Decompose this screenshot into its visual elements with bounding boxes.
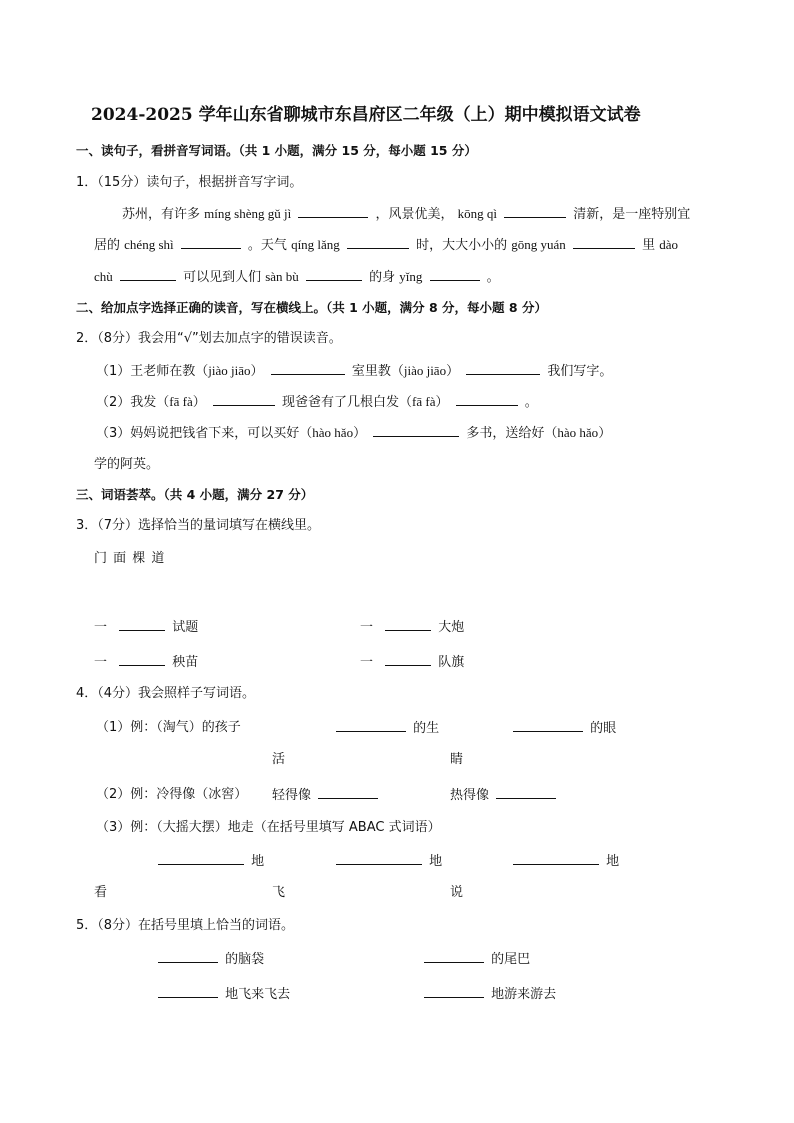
section-1-heading: 一、读句子，看拼音写词语。（共 1 小题，满分 15 分，每小题 15 分） — [76, 143, 477, 158]
page-title: 2024-2025 学年山东省聊城市东昌府区二年级（上）期中模拟语文试卷 — [91, 105, 641, 125]
answer-blank[interactable] — [456, 393, 518, 406]
answer-blank[interactable] — [336, 719, 406, 732]
q1-text: 。 — [486, 270, 500, 285]
q4-heading: 4．（4分）我会照样子写词语。 — [76, 686, 256, 701]
q1-pinyin: chéng shì — [124, 237, 174, 252]
answer-blank[interactable] — [347, 236, 409, 249]
answer-blank[interactable] — [336, 852, 422, 865]
q4-text: 轻得像 — [272, 788, 312, 803]
answer-blank[interactable] — [181, 236, 241, 249]
q3-yi: 一 — [360, 620, 374, 635]
q5-text: 的尾巴 — [491, 952, 531, 967]
q4-wrap-jing: 睛 — [450, 752, 464, 767]
answer-blank[interactable] — [496, 786, 556, 799]
q4-item-6 — [336, 852, 442, 871]
q1-text: 里 — [642, 238, 656, 253]
q5-text: 的脑袋 — [225, 952, 265, 967]
q4-example-2: （2）例：冷得像（冰窖） — [96, 787, 248, 802]
answer-blank[interactable] — [119, 653, 165, 666]
q1-pinyin: gōng yuán — [511, 237, 566, 252]
q2-item-3-cont: 学的阿英。 — [94, 457, 160, 472]
answer-blank[interactable] — [318, 786, 378, 799]
q3-text: 秧苗 — [172, 655, 199, 670]
q1-text: 居的 — [94, 238, 121, 253]
q4-wrap-shuo: 说 — [450, 885, 464, 900]
q3-item-4 — [360, 653, 464, 672]
answer-blank[interactable] — [430, 268, 480, 281]
q5-text: 地游来游去 — [491, 987, 557, 1002]
q2-text: ） — [435, 395, 449, 410]
q4-wrap-huo: 活 — [272, 752, 286, 767]
answer-blank[interactable] — [213, 393, 275, 406]
q2-text: （2）我发（ — [96, 395, 170, 410]
answer-blank[interactable] — [385, 618, 431, 631]
q4-item-3 — [272, 786, 381, 805]
q2-text: ） — [598, 426, 612, 441]
answer-blank[interactable] — [385, 653, 431, 666]
q2-pinyin: hào hǎo — [557, 425, 599, 440]
q5-heading: 5．（8分）在括号里填上恰当的词语。 — [76, 918, 295, 933]
q2-text: 我们写字。 — [547, 364, 613, 379]
answer-blank[interactable] — [271, 362, 345, 375]
section-2-heading: 二、给加点字选择正确的读音，写在横线上。（共 1 小题，满分 8 分，每小题 8 分） — [76, 300, 547, 315]
q1-pinyin: kōng qì — [457, 206, 497, 221]
q3-text: 试题 — [172, 620, 199, 635]
q1-pinyin: qíng lǎng — [291, 237, 340, 252]
q2-pinyin: jiào jiāo — [208, 363, 251, 378]
q4-item-5 — [158, 852, 264, 871]
q2-text: （1）王老师在教（ — [96, 364, 209, 379]
q2-item-2 — [96, 393, 538, 412]
q1-text: 苏州，有许多 — [122, 207, 201, 222]
q2-text: 室里教（ — [351, 364, 404, 379]
q3-yi: 一 — [94, 655, 108, 670]
q2-pinyin: hào hǎo — [312, 425, 354, 440]
q2-text: （3）妈妈说把钱省下来，可以买好（ — [96, 426, 313, 441]
q1-text: ，风景优美， — [375, 207, 454, 222]
q1-pinyin: chù — [94, 269, 113, 284]
q3-text: 队旗 — [438, 655, 465, 670]
q3-item-3 — [94, 653, 198, 672]
answer-blank[interactable] — [119, 618, 165, 631]
q2-text: ） — [353, 426, 367, 441]
q1-text: 时，大大小小的 — [416, 238, 508, 253]
q2-pinyin: jiào jiāo — [403, 363, 447, 378]
q3-item-2 — [360, 618, 464, 637]
answer-blank[interactable] — [573, 236, 635, 249]
q2-item-1 — [96, 362, 612, 381]
answer-blank[interactable] — [424, 985, 484, 998]
q4-text: 的生 — [413, 721, 440, 736]
answer-blank[interactable] — [424, 950, 484, 963]
q2-pinyin: fā fà — [412, 394, 436, 409]
q2-text: ） — [250, 364, 264, 379]
q1-pinyin: sàn bù — [265, 269, 299, 284]
q1-text: 可以见到人们 — [183, 270, 262, 285]
q4-di: 地 — [429, 854, 443, 869]
q5-text: 地飞来飞去 — [225, 987, 291, 1002]
q3-word-bank: 门 面 棵 道 — [94, 551, 166, 566]
q4-example-1: （1）例：（淘气）的孩子 — [96, 720, 241, 735]
q1-text: 的身 — [369, 270, 396, 285]
q2-text: 现爸爸有了几根白发（ — [282, 395, 413, 410]
q5-item-1 — [158, 950, 264, 969]
q2-text: ） — [446, 364, 460, 379]
q2-text: 。 — [524, 395, 538, 410]
q3-text: 大炮 — [438, 620, 465, 635]
answer-blank[interactable] — [306, 268, 362, 281]
q1-line-1 — [122, 205, 690, 224]
q2-pinyin: fā fà — [169, 394, 193, 409]
q1-text: 。天气 — [247, 238, 287, 253]
q4-di: 地 — [606, 854, 620, 869]
answer-blank[interactable] — [466, 362, 540, 375]
q2-item-3 — [96, 424, 611, 443]
answer-blank[interactable] — [298, 205, 368, 218]
answer-blank[interactable] — [513, 719, 583, 732]
q1-pinyin: míng shèng gǔ jì — [204, 206, 292, 221]
q3-heading: 3．（7分）选择恰当的量词填写在横线里。 — [76, 518, 321, 533]
answer-blank[interactable] — [120, 268, 176, 281]
q1-pinyin: yǐng — [399, 269, 423, 284]
q5-item-3 — [158, 985, 290, 1004]
q4-item-2 — [513, 719, 616, 738]
answer-blank[interactable] — [504, 205, 566, 218]
q3-yi: 一 — [360, 655, 374, 670]
q4-wrap-kan: 看 — [94, 885, 108, 900]
answer-blank[interactable] — [373, 424, 459, 437]
q2-text: 多书，送给好（ — [466, 426, 558, 441]
q4-text: 的眼 — [590, 721, 617, 736]
q1-line-3 — [94, 268, 500, 287]
answer-blank[interactable] — [158, 950, 218, 963]
q4-text: 热得像 — [450, 788, 490, 803]
q4-wrap-fei: 飞 — [272, 885, 286, 900]
q5-item-4 — [424, 985, 556, 1004]
answer-blank[interactable] — [513, 852, 599, 865]
q1-line-2 — [94, 236, 678, 255]
q5-item-2 — [424, 950, 530, 969]
q2-text: ） — [192, 395, 206, 410]
q1-pinyin: dào — [659, 237, 678, 252]
q4-item-1 — [336, 719, 439, 738]
answer-blank[interactable] — [158, 985, 218, 998]
q4-item-7 — [513, 852, 619, 871]
q2-heading: 2．（8分）我会用“√”划去加点字的错误读音。 — [76, 331, 342, 346]
answer-blank[interactable] — [158, 852, 244, 865]
q4-di: 地 — [251, 854, 265, 869]
section-3-heading: 三、词语荟萃。（共 4 小题，满分 27 分） — [76, 487, 314, 502]
q4-example-3: （3）例：（大摇大摆）地走（在括号里填写 ABAC 式词语） — [96, 820, 441, 835]
q1-heading: 1．（15分）读句子，根据拼音写字词。 — [76, 175, 303, 190]
q1-text: 清新，是一座特别宜 — [573, 207, 691, 222]
q3-yi: 一 — [94, 620, 108, 635]
q3-item-1 — [94, 618, 198, 637]
q4-item-4 — [450, 786, 559, 805]
